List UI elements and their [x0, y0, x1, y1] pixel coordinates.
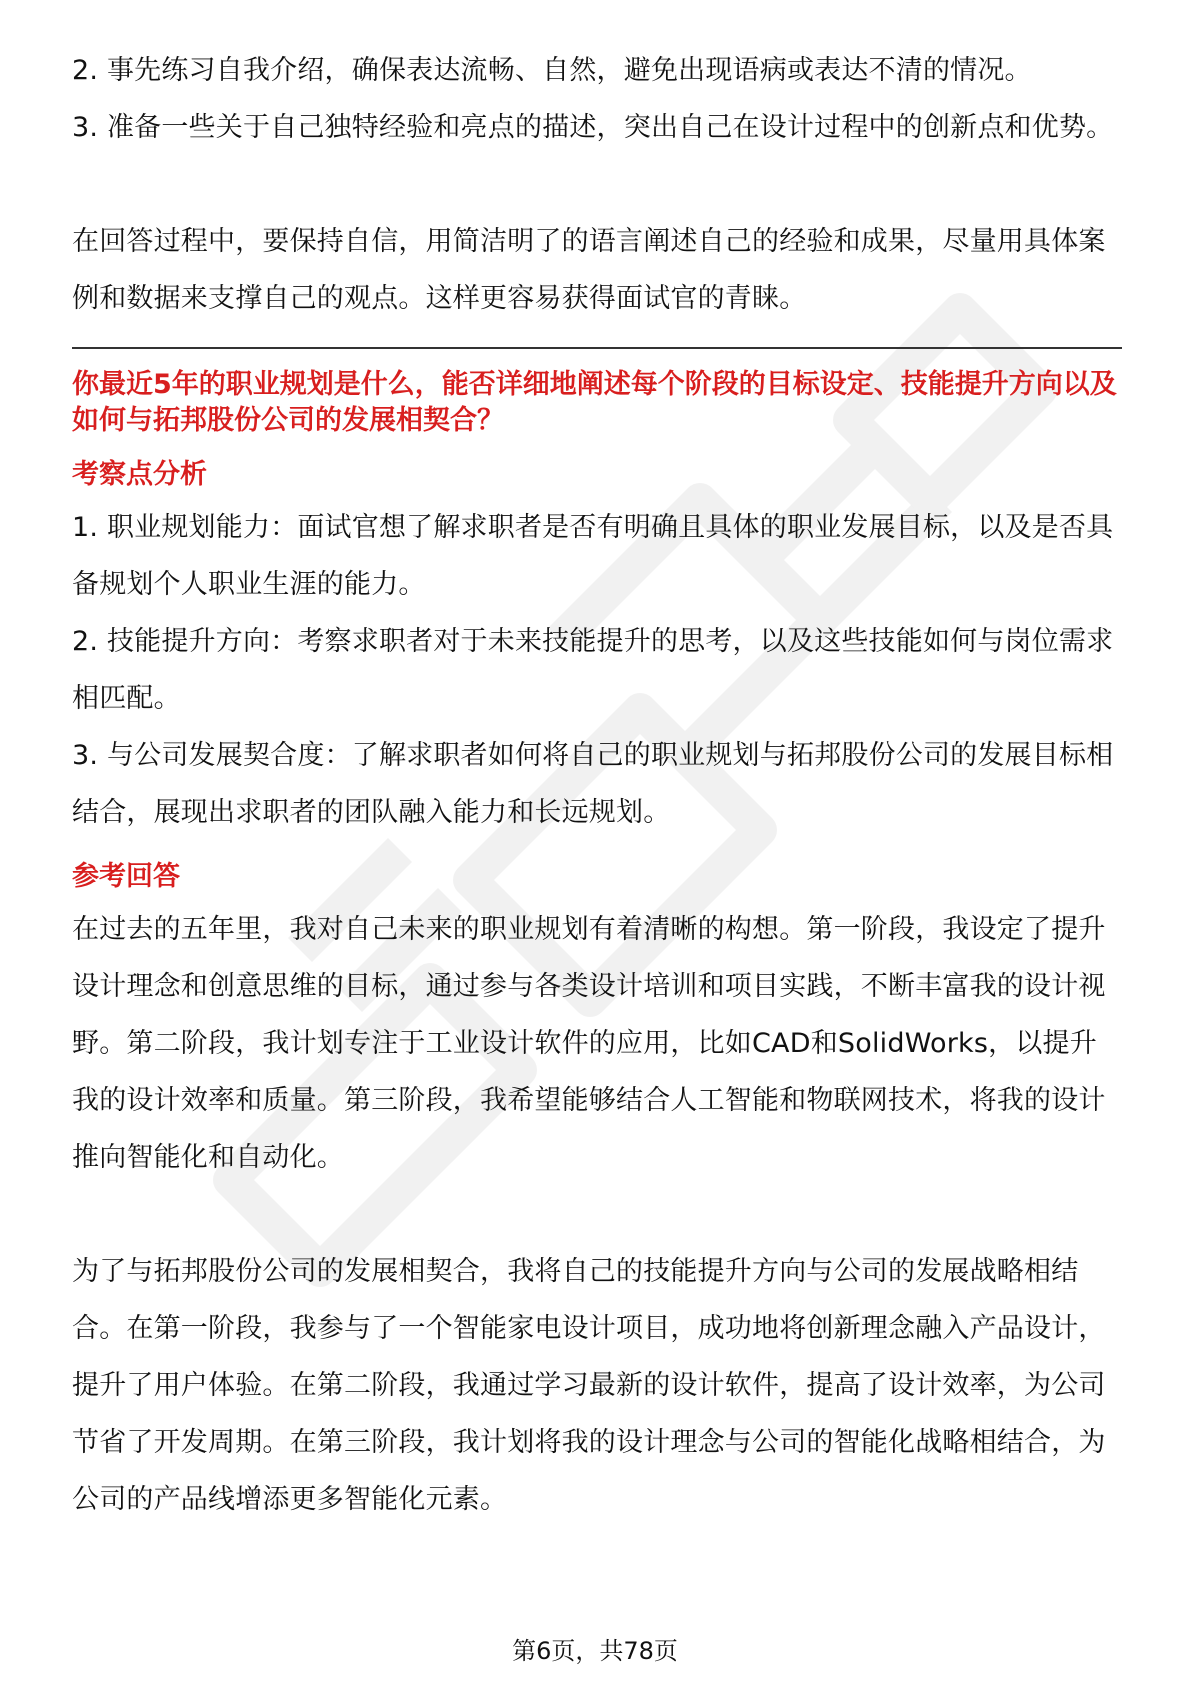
- interview-question: 你最近5年的职业规划是什么，能否详细地阐述每个阶段的目标设定、技能提升方向以及如何与拓邦股份公司的发展相契合？: [72, 369, 1117, 436]
- analysis-heading: 考察点分析: [72, 459, 207, 490]
- spacer: [72, 156, 1122, 213]
- answer-heading: 参考回答: [72, 861, 180, 892]
- spacer: [72, 1186, 1122, 1243]
- prep-item-3: 3. 准备一些关于自己独特经验和亮点的描述，突出自己在设计过程中的创新点和优势。: [72, 112, 1114, 143]
- page-content: [72, 42, 1122, 1528]
- intro-summary: 在回答过程中，要保持自信，用简洁明了的语言阐述自己的经验和成果，尽量用具体案例和数据来支撑自己的观点。这样更容易获得面试官的青睐。: [72, 226, 1106, 314]
- analysis-item: 2. 技能提升方向：考察求职者对于未来技能提升的思考，以及这些技能如何与岗位需求相匹配。: [72, 626, 1114, 714]
- section-divider: [72, 347, 1122, 349]
- prep-item-2: 2. 事先练习自我介绍，确保表达流畅、自然，避免出现语病或表达不清的情况。: [72, 55, 1032, 86]
- analysis-item: 1. 职业规划能力：面试官想了解求职者是否有明确且具体的职业发展目标，以及是否具备规划个人职业生涯的能力。: [72, 512, 1114, 600]
- analysis-item: 3. 与公司发展契合度：了解求职者如何将自己的职业规划与拓邦股份公司的发展目标相结合，展现出求职者的团队融入能力和长远规划。: [72, 740, 1114, 828]
- page-number: 第6页，共78页: [512, 1637, 678, 1665]
- answer-paragraph: 在过去的五年里，我对自己未来的职业规划有着清晰的构想。第一阶段，我设定了提升设计理念和创意思维的目标，通过参与各类设计培训和项目实践，不断丰富我的设计视野。第二阶段，我计划专注于工业设计软件的应用，比如CAD和SolidWorks，以提升我的设计效率和质量。第三阶段，我希望能够结合人工智能和物联网技术，将我的设计推向智能化和自动化。: [72, 914, 1106, 1173]
- answer-paragraph: 为了与拓邦股份公司的发展相契合，我将自己的技能提升方向与公司的发展战略相结合。在第一阶段，我参与了一个智能家电设计项目，成功地将创新理念融入产品设计，提升了用户体验。在第二阶段，我通过学习最新的设计软件，提高了设计效率，为公司节省了开发周期。在第三阶段，我计划将我的设计理念与公司的智能化战略相结合，为公司的产品线增添更多智能化元素。: [72, 1256, 1106, 1515]
